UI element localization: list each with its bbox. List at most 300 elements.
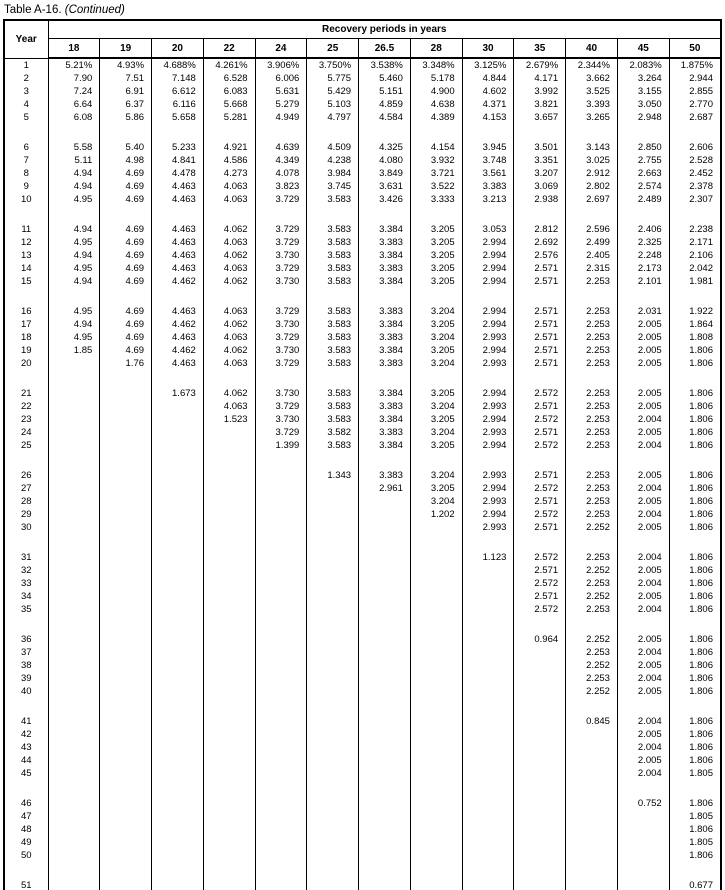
rate-cell: [462, 603, 514, 616]
rate-cell: [255, 482, 307, 495]
rate-cell: [48, 482, 100, 495]
rate-cell: 2.572: [514, 439, 566, 452]
rate-cell: 3.383: [359, 236, 411, 249]
rate-cell: [203, 797, 255, 810]
year-cell: 15: [4, 275, 48, 288]
rate-cell: [462, 849, 514, 862]
group-separator-row: [4, 124, 721, 141]
empty-cell: [100, 206, 152, 223]
rate-cell: 5.86: [100, 111, 152, 124]
rate-cell: 2.571: [514, 590, 566, 603]
empty-cell: [4, 862, 48, 879]
table-row: [4, 262, 721, 275]
year-cell: 44: [4, 754, 48, 767]
rate-cell: [152, 426, 204, 439]
rate-cell: 4.69: [100, 236, 152, 249]
rate-cell: [100, 603, 152, 616]
year-cell: 43: [4, 741, 48, 754]
rate-cell: [307, 482, 359, 495]
rate-cell: 2.571: [514, 262, 566, 275]
rate-cell: [100, 495, 152, 508]
rate-cell: [100, 590, 152, 603]
rate-cell: 2.005: [617, 495, 669, 508]
rate-cell: 3.383: [359, 305, 411, 318]
rate-cell: 3.730: [255, 275, 307, 288]
rate-cell: [100, 482, 152, 495]
rate-cell: 3.583: [307, 262, 359, 275]
empty-cell: [48, 698, 100, 715]
rate-cell: [203, 577, 255, 590]
rate-cell: 2.406: [617, 223, 669, 236]
rate-cell: [410, 521, 462, 534]
rate-cell: [100, 823, 152, 836]
year-cell: 50: [4, 849, 48, 862]
period-header: 30: [462, 39, 514, 59]
rate-cell: [152, 400, 204, 413]
rate-cell: [514, 754, 566, 767]
rate-cell: [566, 810, 618, 823]
rate-cell: 5.281: [203, 111, 255, 124]
table-row: [4, 154, 721, 167]
rate-cell: [359, 823, 411, 836]
rate-cell: 3.383: [359, 357, 411, 370]
rate-cell: [152, 715, 204, 728]
rate-cell: 1.806: [669, 482, 721, 495]
table-row: [4, 58, 721, 72]
rate-cell: [100, 879, 152, 890]
year-cell: 29: [4, 508, 48, 521]
rate-cell: [203, 603, 255, 616]
rate-cell: 2.994: [462, 236, 514, 249]
rate-cell: 4.98: [100, 154, 152, 167]
empty-cell: [255, 780, 307, 797]
rate-cell: 4.078: [255, 167, 307, 180]
rate-cell: 2.452: [669, 167, 721, 180]
rate-cell: [100, 577, 152, 590]
empty-cell: [48, 862, 100, 879]
rate-cell: [255, 685, 307, 698]
rate-cell: 3.351: [514, 154, 566, 167]
rate-cell: [514, 728, 566, 741]
empty-cell: [514, 288, 566, 305]
table-row: [4, 741, 721, 754]
rate-cell: [255, 469, 307, 482]
rate-cell: [307, 521, 359, 534]
rate-cell: 3.264: [617, 72, 669, 85]
year-cell: 25: [4, 439, 48, 452]
empty-cell: [359, 206, 411, 223]
table-row: [4, 331, 721, 344]
rate-cell: 4.371: [462, 98, 514, 111]
rate-cell: [48, 439, 100, 452]
rate-cell: [462, 879, 514, 890]
year-cell: 4: [4, 98, 48, 111]
rate-cell: [617, 849, 669, 862]
rate-cell: [462, 728, 514, 741]
rate-cell: 1.806: [669, 344, 721, 357]
empty-cell: [410, 780, 462, 797]
rate-cell: 2.253: [566, 331, 618, 344]
rate-cell: [617, 836, 669, 849]
rate-cell: 1.806: [669, 754, 721, 767]
year-cell: 31: [4, 551, 48, 564]
empty-cell: [566, 534, 618, 551]
empty-cell: [410, 534, 462, 551]
rate-cell: 5.279: [255, 98, 307, 111]
rate-cell: [152, 469, 204, 482]
table-row: [4, 111, 721, 124]
rate-cell: 7.24: [48, 85, 100, 98]
rate-cell: [152, 672, 204, 685]
rate-cell: 4.602: [462, 85, 514, 98]
empty-cell: [100, 616, 152, 633]
rate-cell: [255, 741, 307, 754]
empty-cell: [152, 780, 204, 797]
empty-cell: [48, 370, 100, 387]
rate-cell: 4.463: [152, 331, 204, 344]
table-row: [4, 508, 721, 521]
empty-cell: [203, 288, 255, 305]
rate-cell: [307, 564, 359, 577]
rate-cell: 5.631: [255, 85, 307, 98]
year-cell: 46: [4, 797, 48, 810]
rate-cell: 4.859: [359, 98, 411, 111]
rate-cell: 3.984: [307, 167, 359, 180]
rate-cell: [514, 810, 566, 823]
rate-cell: 2.692: [514, 236, 566, 249]
rate-cell: [410, 767, 462, 780]
empty-cell: [307, 452, 359, 469]
rate-cell: 3.583: [307, 223, 359, 236]
rate-cell: 1.76: [100, 357, 152, 370]
rate-cell: 1.806: [669, 577, 721, 590]
empty-cell: [152, 206, 204, 223]
rate-cell: [410, 879, 462, 890]
rate-cell: [359, 797, 411, 810]
rate-cell: 2.253: [566, 318, 618, 331]
rate-cell: 2.005: [617, 357, 669, 370]
rate-cell: 4.95: [48, 193, 100, 206]
rate-cell: 2.528: [669, 154, 721, 167]
rate-cell: [462, 754, 514, 767]
empty-cell: [4, 698, 48, 715]
rate-cell: [514, 659, 566, 672]
rate-cell: 2.948: [617, 111, 669, 124]
rate-cell: [100, 564, 152, 577]
rate-cell: 2.993: [462, 495, 514, 508]
rate-cell: [566, 741, 618, 754]
rate-cell: [307, 646, 359, 659]
rate-cell: 3.745: [307, 180, 359, 193]
rate-cell: 1.981: [669, 275, 721, 288]
year-cell: 1: [4, 58, 48, 72]
rate-cell: [255, 646, 307, 659]
rate-cell: 2.004: [617, 482, 669, 495]
rate-cell: 4.063: [203, 357, 255, 370]
rate-cell: [203, 646, 255, 659]
empty-cell: [514, 206, 566, 223]
rate-cell: 2.944: [669, 72, 721, 85]
rate-cell: 4.586: [203, 154, 255, 167]
rate-cell: [152, 849, 204, 862]
rate-cell: 1.805: [669, 810, 721, 823]
rate-cell: [48, 590, 100, 603]
empty-cell: [4, 124, 48, 141]
rate-cell: 4.69: [100, 305, 152, 318]
rate-cell: 2.687: [669, 111, 721, 124]
rate-cell: [152, 823, 204, 836]
empty-cell: [4, 206, 48, 223]
rate-cell: 2.252: [566, 685, 618, 698]
year-cell: 9: [4, 180, 48, 193]
period-header: 19: [100, 39, 152, 59]
rate-cell: 5.178: [410, 72, 462, 85]
table-row: [4, 728, 721, 741]
rate-cell: 4.389: [410, 111, 462, 124]
rate-cell: 2.253: [566, 672, 618, 685]
rate-cell: 3.583: [307, 318, 359, 331]
rate-cell: 3.384: [359, 344, 411, 357]
rate-cell: 2.812: [514, 223, 566, 236]
rate-cell: 2.994: [462, 318, 514, 331]
rate-cell: 1.806: [669, 659, 721, 672]
table-row: [4, 879, 721, 890]
empty-cell: [669, 370, 721, 387]
rate-cell: [307, 590, 359, 603]
table-row: [4, 167, 721, 180]
table-row: [4, 85, 721, 98]
rate-cell: [410, 754, 462, 767]
rate-cell: [100, 754, 152, 767]
rate-cell: [152, 728, 204, 741]
rate-cell: 4.95: [48, 236, 100, 249]
empty-cell: [514, 780, 566, 797]
rate-cell: 4.063: [203, 400, 255, 413]
rate-cell: 2.253: [566, 577, 618, 590]
table-row: [4, 810, 721, 823]
rate-cell: 3.729: [255, 262, 307, 275]
table-row: [4, 413, 721, 426]
table-row: [4, 426, 721, 439]
rate-cell: [410, 823, 462, 836]
rate-cell: [48, 659, 100, 672]
rate-cell: 2.106: [669, 249, 721, 262]
empty-cell: [152, 288, 204, 305]
rate-cell: 4.153: [462, 111, 514, 124]
empty-cell: [100, 698, 152, 715]
rate-cell: 2.961: [359, 482, 411, 495]
rate-cell: [462, 836, 514, 849]
period-header: 20: [152, 39, 204, 59]
table-row: [4, 305, 721, 318]
rate-cell: 4.69: [100, 223, 152, 236]
rate-cell: 1.806: [669, 387, 721, 400]
rate-cell: 3.730: [255, 249, 307, 262]
rate-cell: [307, 551, 359, 564]
rate-cell: [100, 715, 152, 728]
table-row: [4, 590, 721, 603]
rate-cell: 5.460: [359, 72, 411, 85]
empty-cell: [255, 124, 307, 141]
table-row: [4, 797, 721, 810]
rate-cell: [359, 495, 411, 508]
rate-cell: 3.582: [307, 426, 359, 439]
rate-cell: 2.252: [566, 521, 618, 534]
rate-cell: 2.171: [669, 236, 721, 249]
empty-cell: [410, 698, 462, 715]
rate-cell: [359, 577, 411, 590]
period-header: 24: [255, 39, 307, 59]
empty-cell: [100, 288, 152, 305]
rate-cell: [203, 495, 255, 508]
rate-cell: 2.005: [617, 469, 669, 482]
rate-cell: 2.994: [462, 439, 514, 452]
rate-cell: 4.463: [152, 236, 204, 249]
rate-cell: 1.806: [669, 551, 721, 564]
empty-cell: [566, 124, 618, 141]
rate-cell: [410, 728, 462, 741]
rate-cell: 1.806: [669, 728, 721, 741]
rate-cell: 4.94: [48, 249, 100, 262]
rate-cell: 2.005: [617, 331, 669, 344]
rate-cell: [203, 564, 255, 577]
rate-cell: 3.383: [359, 469, 411, 482]
rate-cell: 2.912: [566, 167, 618, 180]
table-row: [4, 318, 721, 331]
empty-cell: [617, 616, 669, 633]
empty-cell: [255, 452, 307, 469]
rate-cell: 3.384: [359, 439, 411, 452]
rate-cell: 3.992: [514, 85, 566, 98]
rate-cell: [255, 810, 307, 823]
rate-cell: [307, 797, 359, 810]
rate-cell: 1.806: [669, 439, 721, 452]
year-cell: 27: [4, 482, 48, 495]
rate-cell: 2.994: [462, 305, 514, 318]
rate-cell: 2.606: [669, 141, 721, 154]
rate-cell: 3.583: [307, 400, 359, 413]
rate-cell: 4.638: [410, 98, 462, 111]
rate-cell: 1.922: [669, 305, 721, 318]
period-header: 18: [48, 39, 100, 59]
rate-cell: 4.797: [307, 111, 359, 124]
rate-cell: 1.806: [669, 797, 721, 810]
rate-cell: 3.204: [410, 400, 462, 413]
rate-cell: [410, 810, 462, 823]
empty-cell: [48, 780, 100, 797]
rate-cell: [410, 836, 462, 849]
rate-cell: [100, 508, 152, 521]
rate-cell: 3.750%: [307, 58, 359, 72]
rate-cell: [100, 633, 152, 646]
year-cell: 47: [4, 810, 48, 823]
rate-cell: 4.062: [203, 275, 255, 288]
rate-cell: 2.005: [617, 426, 669, 439]
table-row: [4, 387, 721, 400]
rate-cell: 1.202: [410, 508, 462, 521]
empty-cell: [100, 780, 152, 797]
rate-cell: 4.69: [100, 262, 152, 275]
year-cell: 38: [4, 659, 48, 672]
table-row: [4, 400, 721, 413]
year-cell: 6: [4, 141, 48, 154]
rate-cell: 2.571: [514, 318, 566, 331]
empty-cell: [100, 452, 152, 469]
rate-cell: 2.802: [566, 180, 618, 193]
rate-cell: 4.69: [100, 275, 152, 288]
rate-cell: 5.668: [203, 98, 255, 111]
empty-cell: [203, 370, 255, 387]
rate-cell: [100, 387, 152, 400]
rate-cell: [307, 849, 359, 862]
rate-cell: 3.583: [307, 193, 359, 206]
empty-cell: [4, 370, 48, 387]
rate-cell: [462, 823, 514, 836]
rate-cell: [410, 672, 462, 685]
rate-cell: [203, 879, 255, 890]
empty-cell: [359, 616, 411, 633]
rate-cell: [359, 728, 411, 741]
rate-cell: 3.383: [359, 400, 411, 413]
rate-cell: 5.233: [152, 141, 204, 154]
rate-cell: [203, 659, 255, 672]
empty-cell: [203, 206, 255, 223]
table-row: [4, 715, 721, 728]
rate-cell: [203, 715, 255, 728]
rate-cell: 2.938: [514, 193, 566, 206]
year-cell: 26: [4, 469, 48, 482]
rate-cell: 4.69: [100, 193, 152, 206]
rate-cell: 2.571: [514, 357, 566, 370]
rate-cell: [514, 836, 566, 849]
empty-cell: [462, 616, 514, 633]
rate-cell: [152, 767, 204, 780]
rate-cell: 0.752: [617, 797, 669, 810]
table-header: [4, 20, 721, 58]
rate-cell: [203, 672, 255, 685]
rate-cell: 2.173: [617, 262, 669, 275]
year-cell: 12: [4, 236, 48, 249]
rate-cell: 3.538%: [359, 58, 411, 72]
rate-cell: [100, 413, 152, 426]
rate-cell: 2.572: [514, 551, 566, 564]
rate-cell: [255, 849, 307, 862]
rate-cell: 2.004: [617, 439, 669, 452]
rate-cell: [255, 672, 307, 685]
rate-cell: 2.344%: [566, 58, 618, 72]
table-row: [4, 551, 721, 564]
rate-cell: 2.253: [566, 603, 618, 616]
rate-cell: 3.932: [410, 154, 462, 167]
rate-cell: 2.005: [617, 387, 669, 400]
rate-cell: 4.69: [100, 344, 152, 357]
macrs-depreciation-table: [3, 19, 722, 890]
empty-cell: [152, 616, 204, 633]
rate-cell: 2.572: [514, 482, 566, 495]
rate-cell: [462, 810, 514, 823]
rate-cell: [48, 685, 100, 698]
rate-cell: 3.393: [566, 98, 618, 111]
empty-cell: [566, 698, 618, 715]
rate-cell: [48, 357, 100, 370]
rate-cell: 4.062: [203, 387, 255, 400]
rate-cell: 2.993: [462, 331, 514, 344]
group-separator-row: [4, 862, 721, 879]
rate-cell: 3.821: [514, 98, 566, 111]
table-row: [4, 275, 721, 288]
rate-cell: [410, 646, 462, 659]
rate-cell: [410, 659, 462, 672]
